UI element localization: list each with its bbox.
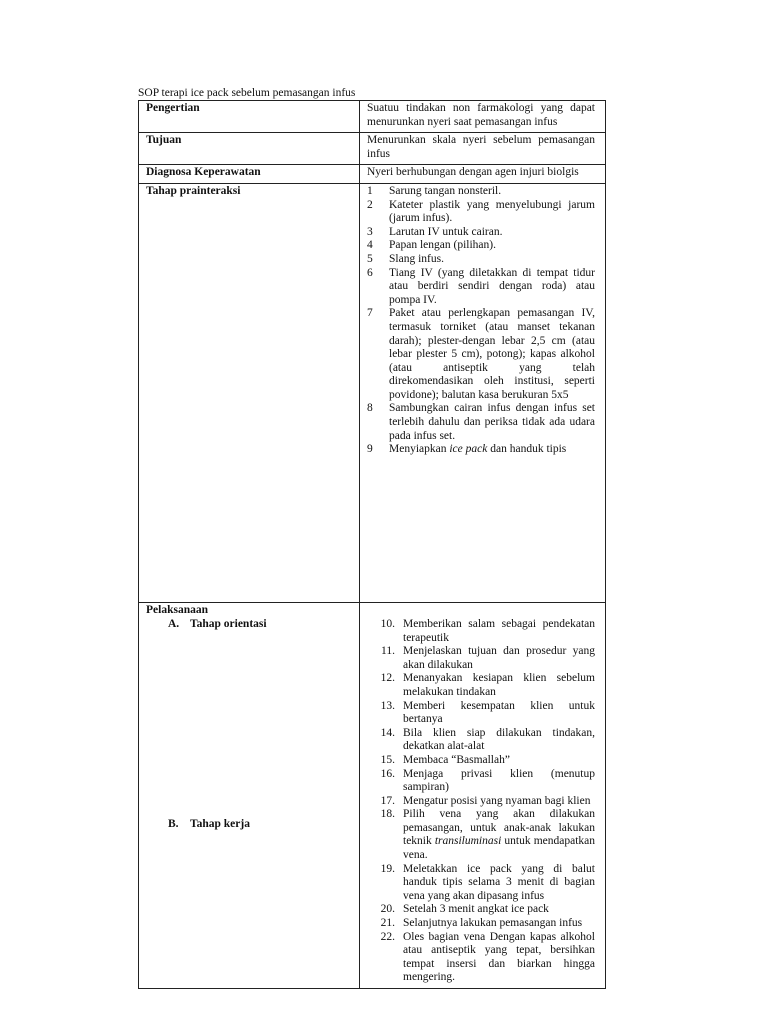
item-text bbox=[389, 443, 595, 457]
list-item bbox=[367, 239, 595, 253]
item-number: 10. bbox=[380, 617, 395, 630]
prainteraksi-list bbox=[367, 185, 595, 457]
item-number: 1 bbox=[367, 184, 373, 197]
row-value-pengertian: Suatuu tindakan non farmakologi yang dapat menurunkan nyeri saat pemasangan infus bbox=[360, 101, 606, 133]
row-label-diagnosa: Diagnosa Keperawatan bbox=[139, 165, 360, 184]
table-row-pengertian bbox=[139, 101, 606, 133]
pelaksanaan-list bbox=[367, 618, 595, 985]
item-number: 18. bbox=[380, 808, 395, 821]
item-number: 2 bbox=[367, 198, 373, 211]
table-row-prainteraksi bbox=[139, 183, 606, 602]
list-item bbox=[367, 917, 595, 931]
row-label-pelaksanaan bbox=[139, 602, 360, 988]
row-label-pengertian: Pengertian bbox=[139, 101, 360, 133]
list-item bbox=[367, 402, 595, 443]
item-text: Slang infus. bbox=[389, 252, 444, 265]
item-text: Menanyakan kesiapan klien sebelum melakukan tindakan bbox=[403, 672, 595, 698]
item-text: Kateter plastik yang menyelubungi jarum (jarum infus). bbox=[389, 198, 595, 225]
item-text bbox=[403, 808, 595, 862]
row-label-prainteraksi: Tahap prainteraksi bbox=[139, 183, 360, 602]
item-number: 4 bbox=[367, 239, 373, 252]
row-value-pelaksanaan bbox=[360, 602, 606, 988]
list-item bbox=[367, 795, 595, 809]
item-text: Mengatur posisi yang nyaman bagi klien bbox=[403, 794, 591, 807]
item-text: Selanjutnya lakukan pemasangan infus bbox=[403, 917, 583, 930]
list-item bbox=[367, 267, 595, 308]
item-number: 5 bbox=[367, 252, 373, 265]
item-number: 12. bbox=[380, 672, 395, 685]
table-row-pelaksanaan bbox=[139, 602, 606, 988]
list-item bbox=[367, 808, 595, 862]
item-number: 14. bbox=[380, 726, 395, 739]
item-number: 8 bbox=[367, 402, 373, 415]
item-number: 6 bbox=[367, 266, 373, 279]
item-text-part: Pilih vena yang akan dilakukan pemasangan, untuk anak-anak lakukan teknik bbox=[403, 808, 595, 848]
item-text-part: untuk mendapatkan vena. bbox=[403, 835, 595, 862]
item-number: 15. bbox=[380, 753, 395, 766]
item-text: Sarung tangan nonsteril. bbox=[389, 184, 502, 197]
list-item bbox=[367, 226, 595, 240]
item-number: 22. bbox=[380, 930, 395, 943]
item-text-part: dan handuk tipis bbox=[490, 443, 567, 456]
list-item bbox=[367, 672, 595, 699]
row-label-tujuan: Tujuan bbox=[139, 133, 360, 165]
document-title: SOP terapi ice pack sebelum pemasangan infus bbox=[138, 87, 356, 99]
item-text-part: Menyiapkan bbox=[389, 443, 447, 456]
item-number: 19. bbox=[380, 862, 395, 875]
list-item bbox=[367, 727, 595, 754]
item-number: 7 bbox=[367, 307, 373, 320]
item-text: Sambungkan cairan infus dengan infus set terlebih dahulu dan periksa tidak ada udara pada infus set. bbox=[389, 402, 595, 442]
list-item bbox=[367, 185, 595, 199]
pelaksanaan-label: Pelaksanaan bbox=[146, 603, 208, 616]
item-text: Papan lengan (pilihan). bbox=[389, 239, 496, 252]
list-item bbox=[367, 443, 595, 457]
item-text: Larutan IV untuk cairan. bbox=[389, 225, 503, 238]
list-item bbox=[367, 253, 595, 267]
list-item bbox=[367, 768, 595, 795]
row-value-diagnosa: Nyeri berhubungan dengan agen injuri biolgis bbox=[360, 165, 606, 184]
item-number: 16. bbox=[380, 767, 395, 780]
list-item bbox=[367, 863, 595, 904]
item-text: Setelah 3 menit angkat ice pack bbox=[403, 903, 549, 916]
item-number: 9 bbox=[367, 443, 373, 456]
list-item bbox=[367, 754, 595, 768]
item-number: 13. bbox=[380, 699, 395, 712]
item-text: Menjelaskan tujuan dan prosedur yang akan dilakukan bbox=[403, 645, 595, 671]
sub-letter-b: B. bbox=[168, 818, 179, 831]
item-text: Oles bagian vena Dengan kapas alkohol atau antiseptik yang tepat, bersihkan tempat insersi dan biarkan hingga mengering. bbox=[403, 930, 595, 984]
sub-heading-orientasi bbox=[146, 618, 352, 632]
table-row-diagnosa bbox=[139, 165, 606, 184]
item-number: 21. bbox=[380, 917, 395, 930]
item-text: Meletakkan ice pack yang di balut handuk tipis selama 3 menit di bagian vena yang akan dipasang infus bbox=[403, 862, 595, 902]
item-text-italic: ice pack bbox=[449, 443, 488, 456]
item-number: 17. bbox=[380, 794, 395, 807]
sop-table bbox=[138, 100, 606, 989]
item-text: Menjaga privasi klien (menutup sampiran) bbox=[403, 767, 595, 794]
list-item bbox=[367, 903, 595, 917]
list-item bbox=[367, 199, 595, 226]
list-item bbox=[367, 618, 595, 645]
item-text: Memberikan salam sebagai pendekatan terapeutik bbox=[403, 617, 595, 644]
row-value-prainteraksi bbox=[360, 183, 606, 602]
sub-heading-kerja bbox=[146, 818, 352, 832]
list-item bbox=[367, 307, 595, 402]
item-number: 3 bbox=[367, 225, 373, 238]
item-number: 20. bbox=[380, 903, 395, 916]
item-number: 11. bbox=[381, 645, 395, 658]
row-value-tujuan: Menurunkan skala nyeri sebelum pemasangan infus bbox=[360, 133, 606, 165]
sub-label-orientasi: Tahap orientasi bbox=[190, 617, 267, 630]
item-text: Bila klien siap dilakukan tindakan, dekatkan alat-alat bbox=[403, 726, 595, 753]
table-row-tujuan bbox=[139, 133, 606, 165]
item-text: Paket atau perlengkapan pemasangan IV, termasuk torniket (atau manset tekanan darah); plester-dengan lebar 2,5 cm (atau lebar plester 5 cm), potong); kapas alkohol (atau antiseptik yang telah direkomendasikan oleh institusi, seperti povidone); balutan kasa berukuran 5x5 bbox=[389, 307, 595, 401]
item-text: Tiang IV (yang diletakkan di tempat tidur atau berdiri sendiri dengan roda) atau pompa IV. bbox=[389, 266, 595, 306]
list-item bbox=[367, 931, 595, 985]
sub-label-kerja: Tahap kerja bbox=[190, 818, 250, 831]
item-text: Memberi kesempatan klien untuk bertanya bbox=[403, 699, 595, 726]
list-item bbox=[367, 645, 595, 672]
list-item bbox=[367, 700, 595, 727]
item-text-italic: transiluminasi bbox=[434, 835, 502, 848]
item-text: Membaca “Basmallah” bbox=[403, 753, 510, 766]
sub-letter-a: A. bbox=[168, 617, 180, 630]
